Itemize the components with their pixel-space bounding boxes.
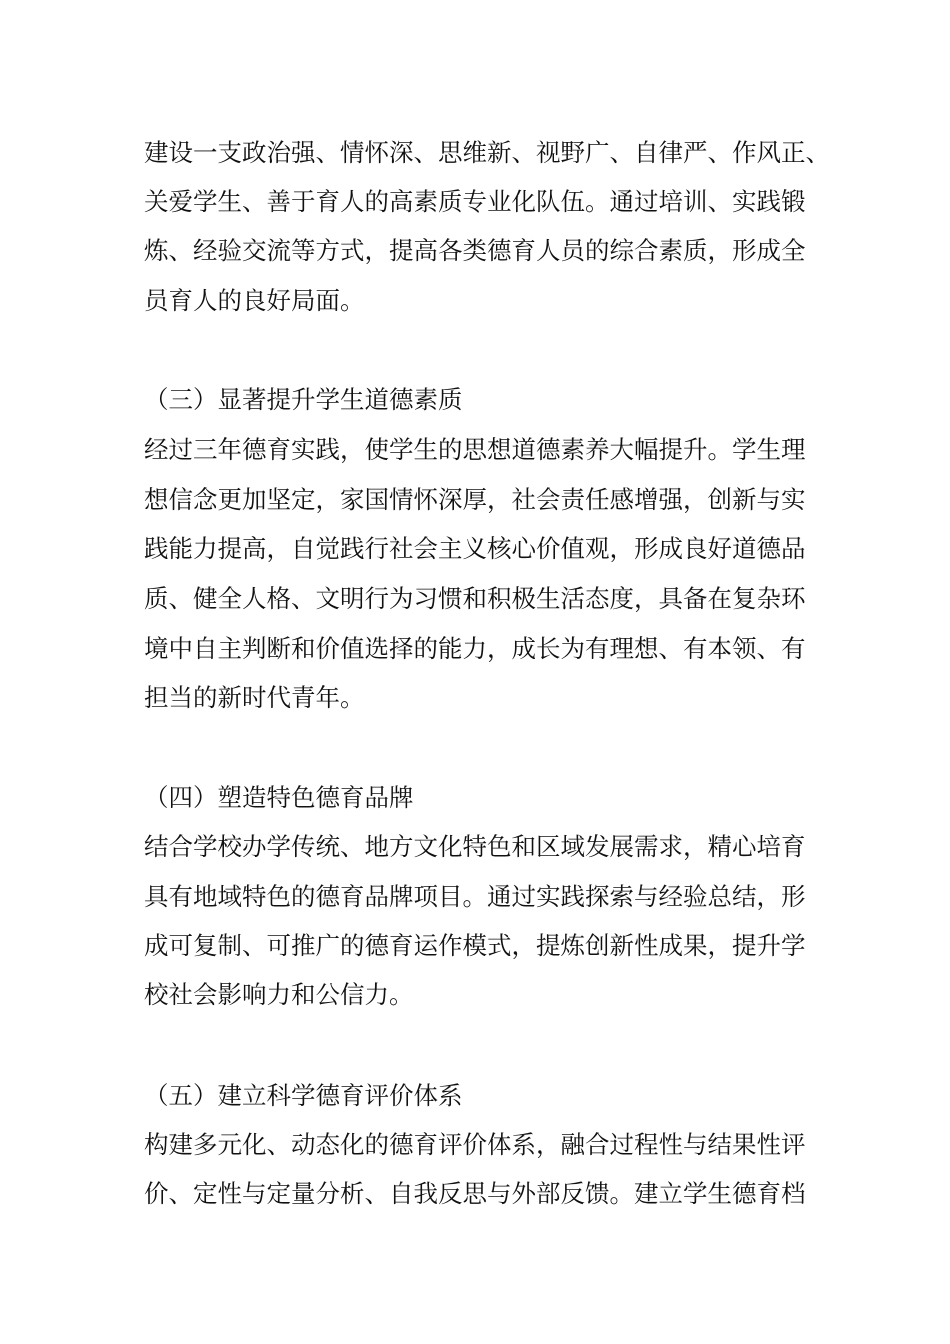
paragraph-line: 关爱学生、善于育人的高素质专业化队伍。通过培训、实践锻 [144,187,806,216]
section-heading: （三）显著提升学生道德素质 [144,385,463,414]
section-heading: （五）建立科学德育评价体系 [144,1081,463,1110]
paragraph-line: 校社会影响力和公信力。 [144,980,414,1009]
paragraph-line: 成可复制、可推广的德育运作模式，提炼创新性成果，提升学 [144,931,806,960]
paragraph-line: 质、健全人格、文明行为习惯和积极生活态度，具备在复杂环 [144,584,806,613]
paragraph-line: 经过三年德育实践，使学生的思想道德素养大幅提升。学生理 [144,435,806,464]
paragraph-line: 构建多元化、动态化的德育评价体系，融合过程性与结果性评 [144,1130,806,1159]
paragraph-line: 担当的新时代青年。 [144,683,365,712]
section-heading: （四）塑造特色德育品牌 [144,783,414,812]
paragraph-line: 想信念更加坚定，家国情怀深厚，社会责任感增强，创新与实 [144,485,806,514]
paragraph-line: 结合学校办学传统、地方文化特色和区域发展需求，精心培育 [144,832,806,861]
paragraph-line: 践能力提高，自觉践行社会主义核心价值观，形成良好道德品 [144,534,806,563]
paragraph-line: 炼、经验交流等方式，提高各类德育人员的综合素质，形成全 [144,236,806,265]
paragraph-line: 建设一支政治强、情怀深、思维新、视野广、自律严、作风正、 [144,138,830,167]
paragraph-line: 具有地域特色的德育品牌项目。通过实践探索与经验总结，形 [144,882,806,911]
paragraph-line: 价、定性与定量分析、自我反思与外部反馈。建立学生德育档 [144,1179,806,1208]
paragraph-line: 境中自主判断和价值选择的能力，成长为有理想、有本领、有 [144,634,806,663]
paragraph-line: 员育人的良好局面。 [144,286,365,315]
